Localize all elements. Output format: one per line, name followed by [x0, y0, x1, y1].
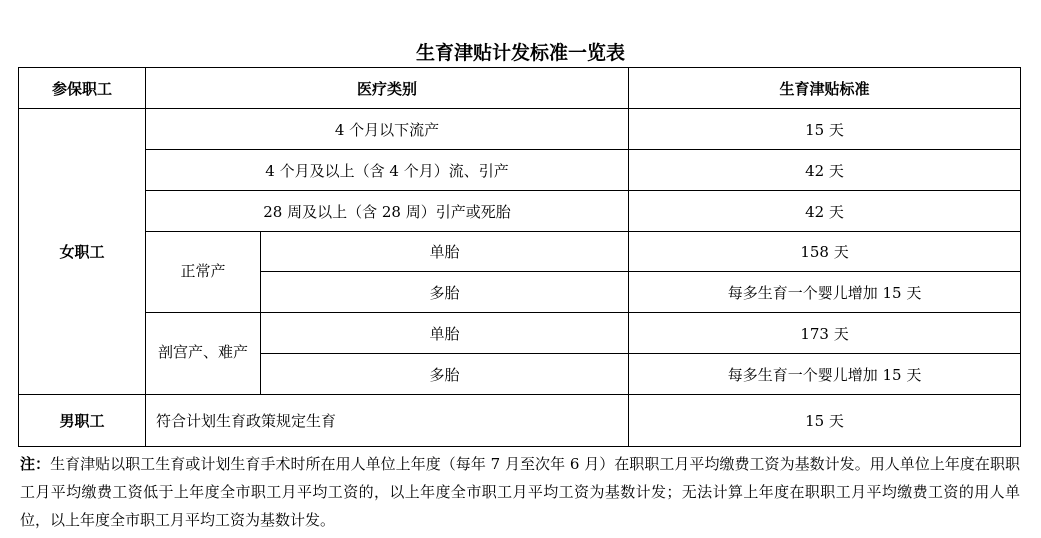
footnote: [20, 450, 1020, 534]
male-staff-label: 男职工: [19, 395, 146, 447]
table-row: [19, 109, 1021, 150]
footnote-text: 生育津贴以职工生育或计划生育手术时所在用人单位上年度（每年 7 月至次年 6 月）在职职工月平均缴费工资为基数计发。用人单位上年度在职职工月平均缴费工资低于上年度全市职工月平均工资的，以上年度全市职工月平均工资为基数计发；无法计算上年度在职职工月平均缴费工资的用人单位，以上年度全市职工月平均工资为基数计发。: [20, 455, 1020, 529]
subcategory-cell: 单胎: [261, 232, 629, 272]
page-title: 生育津贴计发标准一览表: [415, 42, 625, 64]
table-row: [19, 232, 1021, 272]
header-insured-staff: 参保职工: [19, 68, 146, 109]
header-medical-category: 医疗类别: [146, 68, 629, 109]
category-cell: 4 个月以下流产: [146, 109, 629, 150]
standard-cell: 42 天: [629, 191, 1021, 232]
subcategory-cell: 单胎: [261, 313, 629, 354]
table-row: [19, 191, 1021, 232]
standard-cell: 每多生育一个婴儿增加 15 天: [629, 272, 1021, 313]
normal-birth-label: 正常产: [146, 232, 261, 313]
standard-cell: 173 天: [629, 313, 1021, 354]
header-allowance-standard: 生育津贴标准: [629, 68, 1021, 109]
subcategory-cell: 多胎: [261, 272, 629, 313]
standard-cell: 15 天: [629, 395, 1021, 447]
cesarean-birth-label: 剖宫产、难产: [146, 313, 261, 395]
table-row: [19, 150, 1021, 191]
table-row: [19, 313, 1021, 354]
standard-cell: 158 天: [629, 232, 1021, 272]
table-header-row: [19, 68, 1021, 109]
subcategory-cell: 多胎: [261, 354, 629, 395]
female-staff-label: 女职工: [19, 109, 146, 395]
category-cell: 4 个月及以上（含 4 个月）流、引产: [146, 150, 629, 191]
footnote-label: 注：: [20, 455, 51, 473]
table-row: [19, 395, 1021, 447]
standard-cell: 42 天: [629, 150, 1021, 191]
standard-cell: 每多生育一个婴儿增加 15 天: [629, 354, 1021, 395]
standard-cell: 15 天: [629, 109, 1021, 150]
maternity-allowance-table: [18, 67, 1021, 447]
category-cell: 28 周及以上（含 28 周）引产或死胎: [146, 191, 629, 232]
category-cell: 符合计划生育政策规定生育: [146, 395, 629, 447]
